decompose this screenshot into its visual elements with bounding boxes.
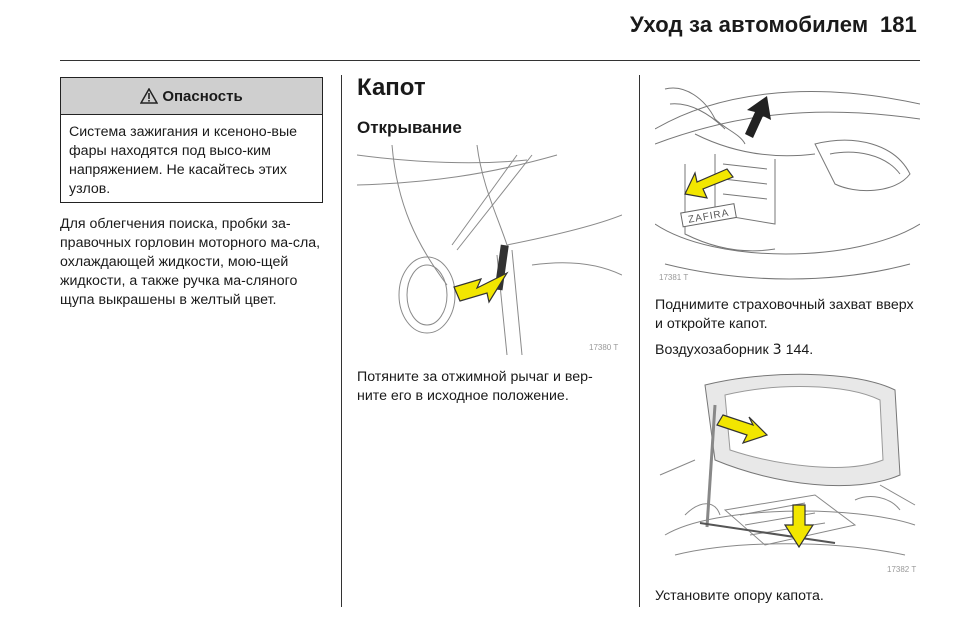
figure-caption-3: Установите опору капота. xyxy=(655,588,824,604)
section-subtitle: Открывание xyxy=(357,118,462,137)
cross-reference-page[interactable]: 144. xyxy=(785,342,814,358)
figure-id: 17382 T xyxy=(887,565,917,574)
cross-reference-symbol: 3 xyxy=(772,342,782,358)
warning-triangle-icon xyxy=(140,88,158,104)
warning-header xyxy=(61,78,322,115)
figure-caption-2: Поднимите страховочный захват вверх и откройте капот. xyxy=(655,297,914,332)
hood-lift-illustration xyxy=(655,74,920,284)
figure-caption-1: Потяните за отжимной рычаг и вер-ните его в исходное положение. xyxy=(357,369,593,404)
figure-id: 17381 T xyxy=(659,273,689,282)
section-title: Капот xyxy=(357,74,426,101)
warning-text: Система зажигания и ксеноно-вые фары находятся под высо-ким напряжением. Не касайтесь этих узлов. xyxy=(69,124,298,197)
lift-arrow-icon xyxy=(745,96,771,138)
hood-support-illustration xyxy=(655,365,920,577)
body-paragraph-left: Для облегчения поиска, пробки за-правочных горловин моторного ма-сла, охлаждающей жидкости, мою-щей жидкости, а также ручка ма-сляного щупа выкрашены в желтый цвет. xyxy=(60,216,321,308)
column-divider-1 xyxy=(341,75,342,607)
column-divider-2 xyxy=(639,75,640,607)
warning-title: Опасность xyxy=(162,87,243,105)
danger-warning-box xyxy=(60,77,323,203)
cross-reference xyxy=(655,341,920,360)
running-header-title: Уход за автомобилем xyxy=(630,12,869,37)
header-divider xyxy=(60,60,920,61)
latch-arrow-icon xyxy=(685,169,733,198)
badge-text: ZAFIRA xyxy=(687,207,731,226)
hood-release-lever-illustration xyxy=(357,145,622,355)
cross-reference-label: Воздухозаборник xyxy=(655,342,769,358)
page-number: 181 xyxy=(880,12,917,37)
figure-id: 17380 T xyxy=(589,343,619,352)
